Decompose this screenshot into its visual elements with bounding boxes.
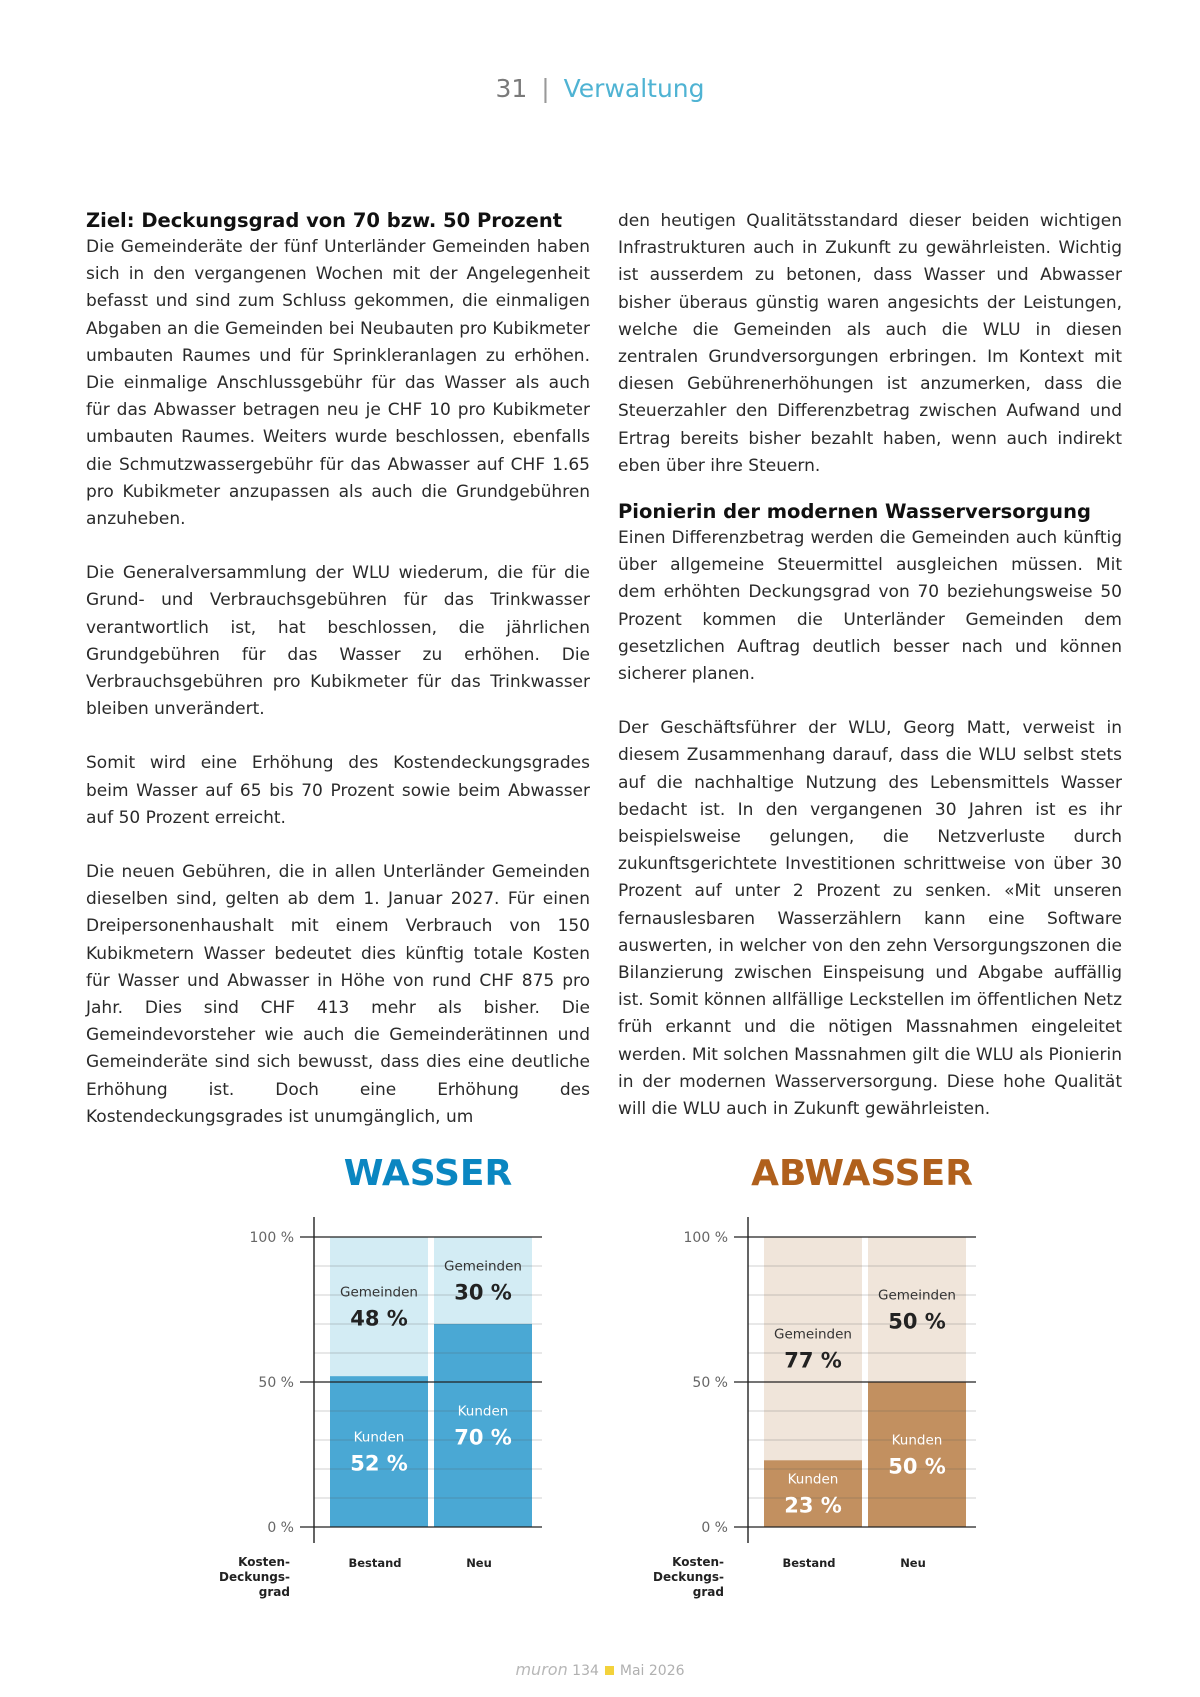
left-paragraph-4: Die neuen Gebühren, die in allen Unterländer Gemeinden dieselben sind, gelten ab dem 1. Januar 2027. Für einen Dreipersonenhaushalt mit einem Verbrauch von 150 Kubikmetern Wasser bedeutet dies künftig totale Kosten für Wasser und Abwasser in Höhe von rund CHF 875 pro Jahr. Dies sind CHF 413 mehr als bisher. Die Gemeindevorsteher wie auch die Gemeinderätinnen und Gemeinderäte sind sich bewusst, dass dies eine deutliche Erhöhung ist. Doch eine Erhöhung des Kostendeckungsgrades ist unumgänglich, um (86, 862, 590, 1127)
wasser-gemeinden-name-label: Gemeinden (444, 1258, 522, 1275)
abwasser-tick-label: 100 % (683, 1230, 728, 1246)
abwasser-kunden-value-label: 50 % (888, 1454, 946, 1479)
axis-caption-line: Kosten- (672, 1555, 724, 1569)
wasser-gemeinden-value-label: 30 % (454, 1280, 512, 1305)
wasser-category-bestand: Bestand (348, 1556, 402, 1570)
axis-caption-line: Deckungs- (219, 1570, 290, 1584)
axis-caption-line: grad (692, 1585, 724, 1599)
section-title: Verwaltung (563, 74, 705, 103)
footer-date: Mai 2026 (619, 1663, 685, 1679)
wasser-gemeinden-value-label: 48 % (350, 1306, 408, 1331)
abwasser-gemeinden-value-label: 50 % (888, 1309, 946, 1334)
wasser-axis-caption (196, 1555, 290, 1600)
abwasser-axis-caption (630, 1555, 724, 1600)
right-heading: Pionierin der modernen Wasserversorgung (618, 500, 1091, 524)
page-header (0, 74, 1200, 103)
left-heading: Ziel: Deckungsgrad von 70 bzw. 50 Prozent (86, 209, 563, 232)
abwasser-kunden-name-label: Kunden (891, 1432, 943, 1449)
abwasser-gemeinden-value-label: 77 % (784, 1348, 842, 1373)
wasser-kunden-value-label: 70 % (454, 1425, 512, 1450)
abwasser-gemeinden-name-label: Gemeinden (878, 1287, 956, 1304)
wasser-category-neu: Neu (466, 1556, 492, 1570)
abwasser-category-neu: Neu (900, 1556, 926, 1570)
abwasser-tick-label: 50 % (692, 1375, 728, 1391)
abwasser-category-bestand: Bestand (782, 1556, 836, 1570)
wasser-kunden-name-label: Kunden (353, 1429, 405, 1446)
left-paragraph-2: Die Generalversammlung der WLU wiederum, die für die Grund- und Verbrauchsgebühren für das Trinkwasser verantwortlich ist, hat beschlossen, die jährlichen Grundgebühren für das Wasser zu erhöhen. Die Verbrauchsgebühren pro Kubikmeter für das Trinkwasser bleiben unverändert. (86, 563, 590, 720)
wasser-kunden-name-label: Kunden (457, 1403, 509, 1420)
wasser-chart-title: WASSER (343, 1153, 513, 1194)
wasser-kunden-value-label: 52 % (350, 1451, 408, 1476)
axis-caption-line: grad (258, 1585, 290, 1599)
footer-square-icon (605, 1666, 614, 1675)
footer-issue: 134 (572, 1663, 599, 1679)
abwasser-tick-label: 0 % (701, 1520, 728, 1536)
abwasser-kunden-name-label: Kunden (787, 1471, 839, 1488)
axis-caption-line: Kosten- (238, 1555, 290, 1569)
abwasser-kunden-value-label: 23 % (784, 1493, 842, 1518)
right-paragraph-1: den heutigen Qualitätsstandard dieser beiden wichtigen Infrastrukturen auch in Zukunft zu gewährleisten. Wichtig ist ausserdem zu betonen, dass Wasser und Abwasser bisher überaus günstig waren angesichts der Leistungen, welche die Gemeinden als auch die WLU in diesen zentralen Grundversorgungen erbringen. Im Kontext mit diesen Gebührenerhöhungen ist anzumerken, dass die Steuerzahler den Differenzbetrag zwischen Aufwand und Ertrag bereits bisher bezahlt haben, wenn auch indirekt eben über ihre Steuern. (618, 211, 1122, 476)
abwasser-chart (634, 1205, 994, 1550)
footer-brand: muron (515, 1660, 568, 1679)
left-column (86, 208, 590, 1158)
right-paragraph-3: Der Geschäftsführer der WLU, Georg Matt, verweist in diesem Zusammenhang darauf, dass die WLU selbst stets auf die nachhaltige Nutzung des Lebensmittels Wasser bedacht ist. In den vergangenen 30 Jahren ist es ihr beispielsweise gelungen, die Netzverluste durch zukunftsgerichtete Investitionen schrittweise von über 30 Prozent auf unter 2 Prozent zu senken. «Mit unseren fernauslesbaren Wasserzählern kann eine Software auswerten, in welcher von den zehn Versorgungszonen die Bilanzierung zwischen Einspeisung und Abgabe auffällig ist. Somit können allfällige Leckstellen im öffentlichen Netz früh erkannt und die nötigen Massnahmen eingeleitet werden. Mit solchen Massnahmen gilt die WLU als Pionierin in der modernen Wasserversorgung. Diese hohe Qualität will die WLU auch in Zukunft gewährleisten. (618, 718, 1122, 1120)
abwasser-chart-title: ABWASSER (751, 1153, 973, 1194)
abwasser-gemeinden-name-label: Gemeinden (774, 1326, 852, 1343)
left-paragraph-3: Somit wird eine Erhöhung des Kostendeckungsgrades beim Wasser auf 65 bis 70 Prozent sowie beim Abwasser auf 50 Prozent erreicht. (86, 753, 590, 828)
page-number: 31 (495, 74, 528, 103)
wasser-tick-label: 50 % (258, 1375, 294, 1391)
header-separator: | (541, 74, 550, 103)
right-column (618, 208, 1122, 1150)
axis-caption-line: Deckungs- (653, 1570, 724, 1584)
page-footer (0, 1660, 1200, 1679)
right-paragraph-2: Einen Differenzbetrag werden die Gemeinden auch künftig über allgemeine Steuermittel ausgleichen müssen. Mit dem erhöhten Deckungsgrad von 70 beziehungsweise 50 Prozent kommen die Unterländer Gemeinden dem gesetzlichen Auftrag deutlich besser nach und können sicherer planen. (618, 528, 1122, 685)
wasser-tick-label: 100 % (249, 1230, 294, 1246)
wasser-chart (200, 1205, 560, 1550)
wasser-tick-label: 0 % (267, 1520, 294, 1536)
wasser-gemeinden-name-label: Gemeinden (340, 1284, 418, 1301)
left-paragraph-1: Die Gemeinderäte der fünf Unterländer Gemeinden haben sich in den vergangenen Wochen mit der Angelegenheit befasst und sind zum Schluss gekommen, die einmaligen Abgaben an die Gemeinden bei Neubauten pro Kubikmeter umbauten Raumes und für Sprinkleranlagen zu erhöhen. Die einmalige Anschlussgebühr für das Wasser als auch für das Abwasser betragen neu je CHF 10 pro Kubikmeter umbauten Raumes. Weiters wurde beschlossen, ebenfalls die Schmutzwassergebühr für das Abwasser auf CHF 1.65 pro Kubikmeter anzupassen als auch die Grundgebühren anzuheben. (86, 237, 590, 530)
